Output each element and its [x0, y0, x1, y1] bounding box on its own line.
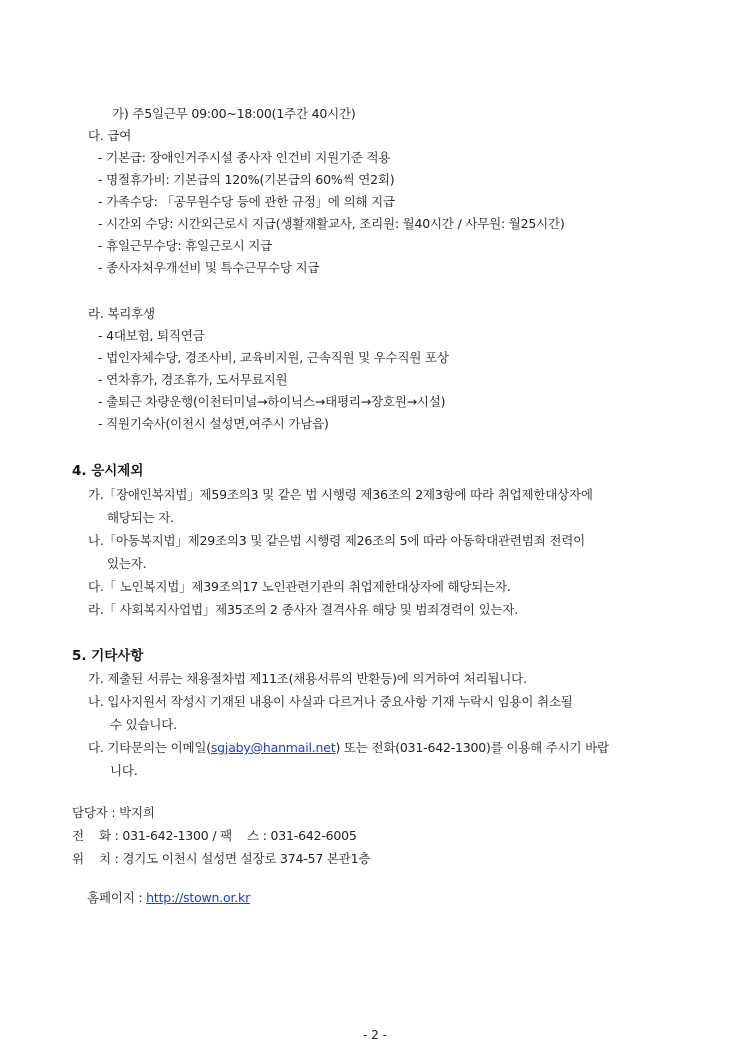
misc-item-c-prefix: 다. 기타문의는 이메일(	[88, 740, 211, 755]
misc-item-c-cont: 니다.	[110, 763, 138, 778]
exclusion-item-b: 나.「아동복지법」제29조의3 및 같은법 시행령 제26조의 5에 따라 아동학대관련범죄 전력이	[88, 533, 585, 548]
misc-item-a: 가. 제출된 서류는 채용절차법 제11조(채용서류의 반환등)에 의거하여 처리됩니다.	[88, 671, 527, 686]
exclusion-heading: 4. 응시제외	[72, 463, 144, 479]
contact-homepage	[72, 874, 250, 922]
exclusion-item-d: 라.「 사회복지사업법」제35조의 2 종사자 결격사유 해당 및 범죄경력이 있는자.	[88, 602, 518, 617]
misc-item-c	[88, 740, 609, 756]
homepage-label: 홈페이지 :	[87, 890, 147, 905]
salary-item: - 시간외 수당: 시간외근로시 지급(생활재활교사, 조리원: 월40시간 / 사무원: 월25시간)	[98, 216, 565, 231]
welfare-item: - 직원기숙사(이천시 설성면,여주시 가남읍)	[98, 416, 329, 431]
email-link[interactable]: sgjaby@hanmail.net	[210, 740, 336, 755]
welfare-item: - 4대보험, 퇴직연금	[98, 328, 205, 343]
salary-heading: 다. 급여	[88, 128, 132, 143]
salary-item: - 휴일근무수당: 휴일근로시 지급	[98, 238, 273, 253]
exclusion-item-b-cont: 있는자.	[107, 556, 147, 571]
salary-item: - 가족수당: 「공무원수당 등에 관한 규정」에 의해 지급	[98, 194, 395, 209]
exclusion-item-a: 가.「장애인복지법」제59조의3 및 같은 법 시행령 제36조의 2제3항에 따라 취업제한대상자에	[88, 487, 593, 502]
contact-phone-fax: 전 화 : 031-642-1300 / 팩 스 : 031-642-6005	[72, 828, 357, 843]
homepage-link[interactable]: http://stown.or.kr	[146, 890, 251, 905]
misc-heading: 5. 기타사항	[72, 648, 144, 664]
misc-item-b: 나. 입사지원서 작성시 기재된 내용이 사실과 다르거나 중요사항 기재 누락시 임용이 취소될	[88, 694, 573, 709]
contact-address: 위 치 : 경기도 이천시 설성면 설장로 374-57 본관1층	[72, 851, 371, 866]
welfare-item: - 연차휴가, 경조휴가, 도서무료지원	[98, 372, 288, 387]
welfare-heading: 라. 복리후생	[88, 306, 155, 321]
page-number: - 2 -	[363, 1028, 387, 1042]
welfare-item: - 출퇴근 차량운행(이천터미널→하이닉스→태평리→장호원→시설)	[98, 394, 446, 409]
misc-item-c-suffix: ) 또는 전화(031-642-1300)를 이용해 주시기 바랍	[335, 740, 609, 755]
contact-person: 담당자 : 박지희	[72, 805, 155, 820]
welfare-item: - 법인자체수당, 경조사비, 교육비지원, 근속직원 및 우수직원 포상	[98, 350, 449, 365]
exclusion-item-a-cont: 해당되는 자.	[107, 510, 174, 525]
exclusion-item-c: 다.「 노인복지법」제39조의17 노인관련기관의 취업제한대상자에 해당되는자.	[88, 579, 511, 594]
salary-item: - 종사자처우개선비 및 특수근무수당 지급	[98, 260, 320, 275]
work-hours: 가) 주5일근무 09:00~18:00(1주간 40시간)	[112, 106, 356, 121]
salary-item: - 명절휴가비: 기본급의 120%(기본급의 60%씩 연2회)	[98, 172, 395, 187]
misc-item-b-cont: 수 있습니다.	[110, 717, 177, 732]
salary-item: - 기본급: 장애인거주시설 종사자 인건비 지원기준 적용	[98, 150, 391, 165]
